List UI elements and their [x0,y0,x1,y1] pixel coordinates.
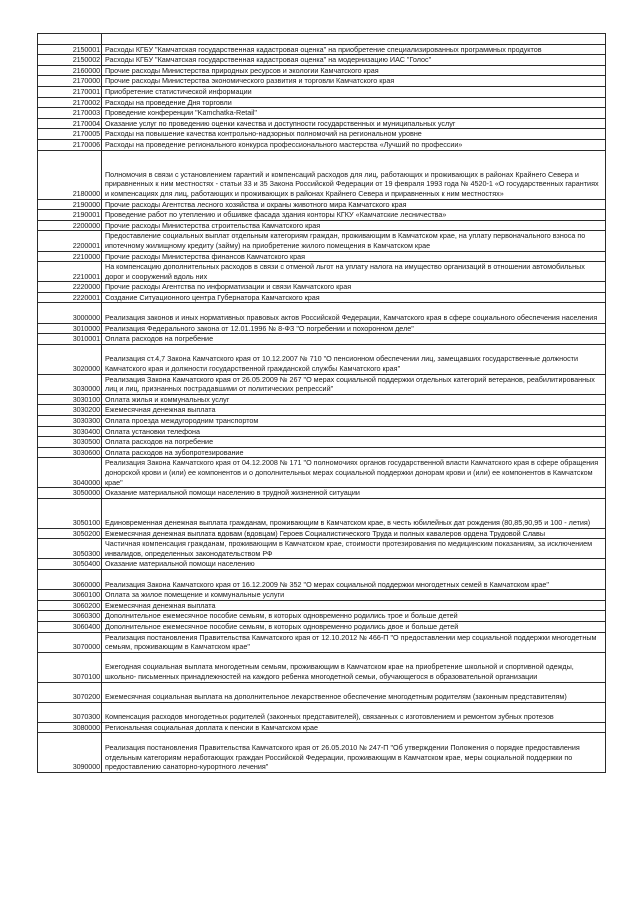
table-row [38,344,606,374]
row-description: Проведение работ по утеплению и обшивке фасада здания конторы КГКУ «Камчатские лесничества» [102,210,606,221]
table-row [38,590,606,601]
table-row [38,139,606,150]
table-row [38,118,606,129]
row-description: Ежемесячная денежная выплата [102,405,606,416]
table-row [38,220,606,231]
row-description: Ежемесячная денежная выплата вдовам (вдовцам) Героев Социалистического Труда и полных кавалеров ордена Трудовой Славы [102,528,606,539]
row-description: Реализация Федерального закона от 12.01.1996 № 8-ФЗ "О погребении и похоронном деле" [102,323,606,334]
row-code: 3060400 [38,621,102,632]
row-description: Оплата расходов на зубопротезирование [102,447,606,458]
row-code: 3060100 [38,590,102,601]
row-description: Расходы КГБУ "Камчатская государственная кадастровая оценка" на приобретение специализированных программных продуктов [102,44,606,55]
row-description: Реализация законов и иных нормативных правовых актов Российской Федерации, Камчатского края в сфере социального обеспечения населения [102,303,606,323]
row-description: Реализация ст.4,7 Закона Камчатского края от 10.12.2007 № 710 "О пенсионном обеспечении лиц, замещавших государственные должности Камчатского края и должности государственной гражданской службы Камчатского края" [102,344,606,374]
row-description: Приобретение статистической информации [102,86,606,97]
table-row [38,722,606,733]
row-description: Единовременная денежная выплата гражданам, проживающим в Камчатском крае, в честь юбилейных дат рождения (80,85,90,95 и 100 - летия) [102,498,606,528]
row-description: Ежемесячная денежная выплата [102,600,606,611]
table-row [38,323,606,334]
row-code: 3070200 [38,682,102,702]
table-row [38,733,606,772]
row-description: Расходы на проведение Дня торговли [102,97,606,108]
row-description: Реализация Закона Камчатского края от 26.05.2009 № 267 "О мерах социальной поддержки отдельных категорий ветеранов, реабилитированных лиц и лиц, признанных пострадавшими от политических репрессий" [102,374,606,394]
row-description: Оплата расходов на погребение [102,334,606,345]
table-row [38,34,606,45]
row-code: 3050300 [38,539,102,559]
table-row [38,251,606,262]
row-code: 3070100 [38,652,102,682]
table-row [38,129,606,140]
table-row [38,488,606,499]
row-description: Дополнительное ежемесячное пособие семьям, в которых одновременно родились трое и больше детей [102,611,606,622]
row-code: 2220000 [38,282,102,293]
row-description: Полномочия в связи с установлением гарантий и компенсаций расходов для лиц, работающих и проживающих в районах Крайнего Севера и приравненных к ним местностях - статьи 33 и 35 Закона Российской Федерации от 19 февраля 1993 года № 4520-1 «О государственных гарантиях и компенсациях для лиц, работающих и проживающих в районах Крайнего Севера и приравненных к ним местностях» [102,150,606,199]
row-code: 3030000 [38,374,102,394]
row-description: Оплата проезда междугородним транспортом [102,416,606,427]
table-row [38,303,606,323]
table-row [38,416,606,427]
table-row [38,426,606,437]
table-row [38,498,606,528]
row-description: Оказание материальной помощи населению в трудной жизненной ситуации [102,488,606,499]
row-code: 3020000 [38,344,102,374]
row-description: Оказание услуг по проведению оценки качества и доступности государственных и муниципальных услуг [102,118,606,129]
row-description: Реализация Закона Камчатского края от 16.12.2009 № 352 "О мерах социальной поддержки многодетных семей в Камчатском крае" [102,569,606,589]
table-row [38,374,606,394]
row-description: Прочие расходы Министерства строительства Камчатского края [102,220,606,231]
table-row [38,231,606,251]
row-code: 2150001 [38,44,102,55]
row-code: 2170006 [38,139,102,150]
row-code [38,34,102,45]
row-description: Оплата жилья и коммунальных услуг [102,394,606,405]
table-row [38,86,606,97]
row-description: Реализация постановления Правительства Камчатского края от 26.05.2010 № 247-П "Об утверждении Положения о порядке предоставления отдельным категориям неработающих граждан Российской Федерации, проживающим в Камчатском крае, меры социальной поддержки по предоставлению санаторно-курортного лечения" [102,733,606,772]
row-code: 2150002 [38,55,102,66]
table-row [38,76,606,87]
row-description: Реализация Закона Камчатского края от 04.12.2008 № 171 "О полномочиях органов государственной власти Камчатского края в сфере обращения донорской крови и (или) ее компонентов и о дополнительных мерах социальной поддержки донорам крови и (или) ее компонентов в Камчатском крае" [102,458,606,488]
table-row [38,682,606,702]
row-description: Прочие расходы Министерства финансов Камчатского края [102,251,606,262]
row-code: 3030300 [38,416,102,427]
row-code: 2180000 [38,150,102,199]
table-row [38,569,606,589]
row-description: Расходы на проведение регионального конкурса профессионального мастерства «Лучший по профессии» [102,139,606,150]
table-row [38,292,606,303]
table-row [38,394,606,405]
table-row [38,611,606,622]
budget-classification-table [37,33,606,773]
row-code: 3080000 [38,722,102,733]
row-code: 3050000 [38,488,102,499]
table-row [38,458,606,488]
row-description [102,34,606,45]
row-code: 2160000 [38,65,102,76]
table-row [38,262,606,282]
row-description: Компенсация расходов многодетных родителей (законных представителей), связанных с изготовлением и ремонтом зубных протезов [102,702,606,722]
row-code: 3030200 [38,405,102,416]
table-row [38,702,606,722]
row-code: 2200000 [38,220,102,231]
table-row [38,405,606,416]
table-row [38,282,606,293]
row-code: 3050200 [38,528,102,539]
row-description: Прочие расходы Агентства лесного хозяйства и охраны животного мира Камчатского края [102,199,606,210]
table-row [38,210,606,221]
row-code: 3060300 [38,611,102,622]
row-description: Ежегодная социальная выплата многодетным семьям, проживающим в Камчатском крае на приобретение школьной и спортивной одежды, школьно- письменных принадлежностей на каждого ребенка многодетной семьи, обучающегося в образовательной организации [102,652,606,682]
table-row [38,55,606,66]
row-description: Оплата установки телефона [102,426,606,437]
row-description: Реализация постановления Правительства Камчатского края от 12.10.2012 № 466-П "О предоставлении мер социальной поддержки многодетным семьям, проживающим в Камчатском крае" [102,632,606,652]
row-description: Дополнительное ежемесячное пособие семьям, в которых одновременно родились двое и больше детей [102,621,606,632]
row-description: Оплата за жилое помещение и коммунальные услуги [102,590,606,601]
row-code: 2190000 [38,199,102,210]
row-code: 3030400 [38,426,102,437]
table-row [38,150,606,199]
row-code: 3060000 [38,569,102,589]
table-row [38,44,606,55]
row-code: 2190001 [38,210,102,221]
row-code: 2210000 [38,251,102,262]
table-body [38,34,606,773]
table-row [38,559,606,570]
row-description: Прочие расходы Министерства экономического развития и торговли Камчатского края [102,76,606,87]
row-code: 3070000 [38,632,102,652]
table-row [38,97,606,108]
row-description: Оказание материальной помощи населению [102,559,606,570]
table-row [38,632,606,652]
table-row [38,621,606,632]
row-code: 2200001 [38,231,102,251]
table-row [38,108,606,119]
row-description: На компенсацию дополнительных расходов в связи с отменой льгот на уплату налога на имущество организаций в отношении автомобильных дорог и сооружений вдоль них [102,262,606,282]
row-code: 3030600 [38,447,102,458]
table-row [38,600,606,611]
row-code: 3010001 [38,334,102,345]
row-description: Региональная социальная доплата к пенсии в Камчатском крае [102,722,606,733]
row-code: 2170004 [38,118,102,129]
row-description: Прочие расходы Агентства по информатизации и связи Камчатского края [102,282,606,293]
row-description: Создание Ситуационного центра Губернатора Камчатского края [102,292,606,303]
table-row [38,334,606,345]
table-row [38,528,606,539]
row-code: 3060200 [38,600,102,611]
table-row [38,437,606,448]
row-code: 2170005 [38,129,102,140]
row-code: 2170002 [38,97,102,108]
row-description: Частичная компенсация гражданам, проживающим в Камчатском крае, стоимости протезирования по медицинским показаниям, за исключением инвалидов, определенных законодательством РФ [102,539,606,559]
row-description: Расходы на повышение качества контрольно-надзорных полномочий на региональном уровне [102,129,606,140]
row-description: Ежемесячная социальная выплата на дополнительное лекарственное обеспечение многодетным родителям (законным представителям) [102,682,606,702]
row-code: 2170001 [38,86,102,97]
row-code: 3000000 [38,303,102,323]
table-row [38,199,606,210]
row-code: 3010000 [38,323,102,334]
row-code: 2170003 [38,108,102,119]
row-description: Прочие расходы Министерства природных ресурсов и экологии Камчатского края [102,65,606,76]
row-description: Проведение конференции "Kamchatka-Retail" [102,108,606,119]
row-code: 3030500 [38,437,102,448]
row-code: 3050100 [38,498,102,528]
row-code: 2220001 [38,292,102,303]
row-description: Оплата расходов на погребение [102,437,606,448]
row-code: 3090000 [38,733,102,772]
row-code: 3070300 [38,702,102,722]
row-code: 2210001 [38,262,102,282]
row-code: 2170000 [38,76,102,87]
table-row [38,652,606,682]
table-row [38,65,606,76]
row-code: 3030100 [38,394,102,405]
row-code: 3040000 [38,458,102,488]
row-code: 3050400 [38,559,102,570]
table-row [38,447,606,458]
row-description: Предоставление социальных выплат отдельным категориям граждан, проживающим в Камчатском крае, на уплату первоначального взноса по ипотечному жилищному кредиту (займу) на приобретение жилого помещения в Камчатском крае [102,231,606,251]
row-description: Расходы КГБУ "Камчатская государственная кадастровая оценка" на модернизацию ИАС "Голос" [102,55,606,66]
table-row [38,539,606,559]
